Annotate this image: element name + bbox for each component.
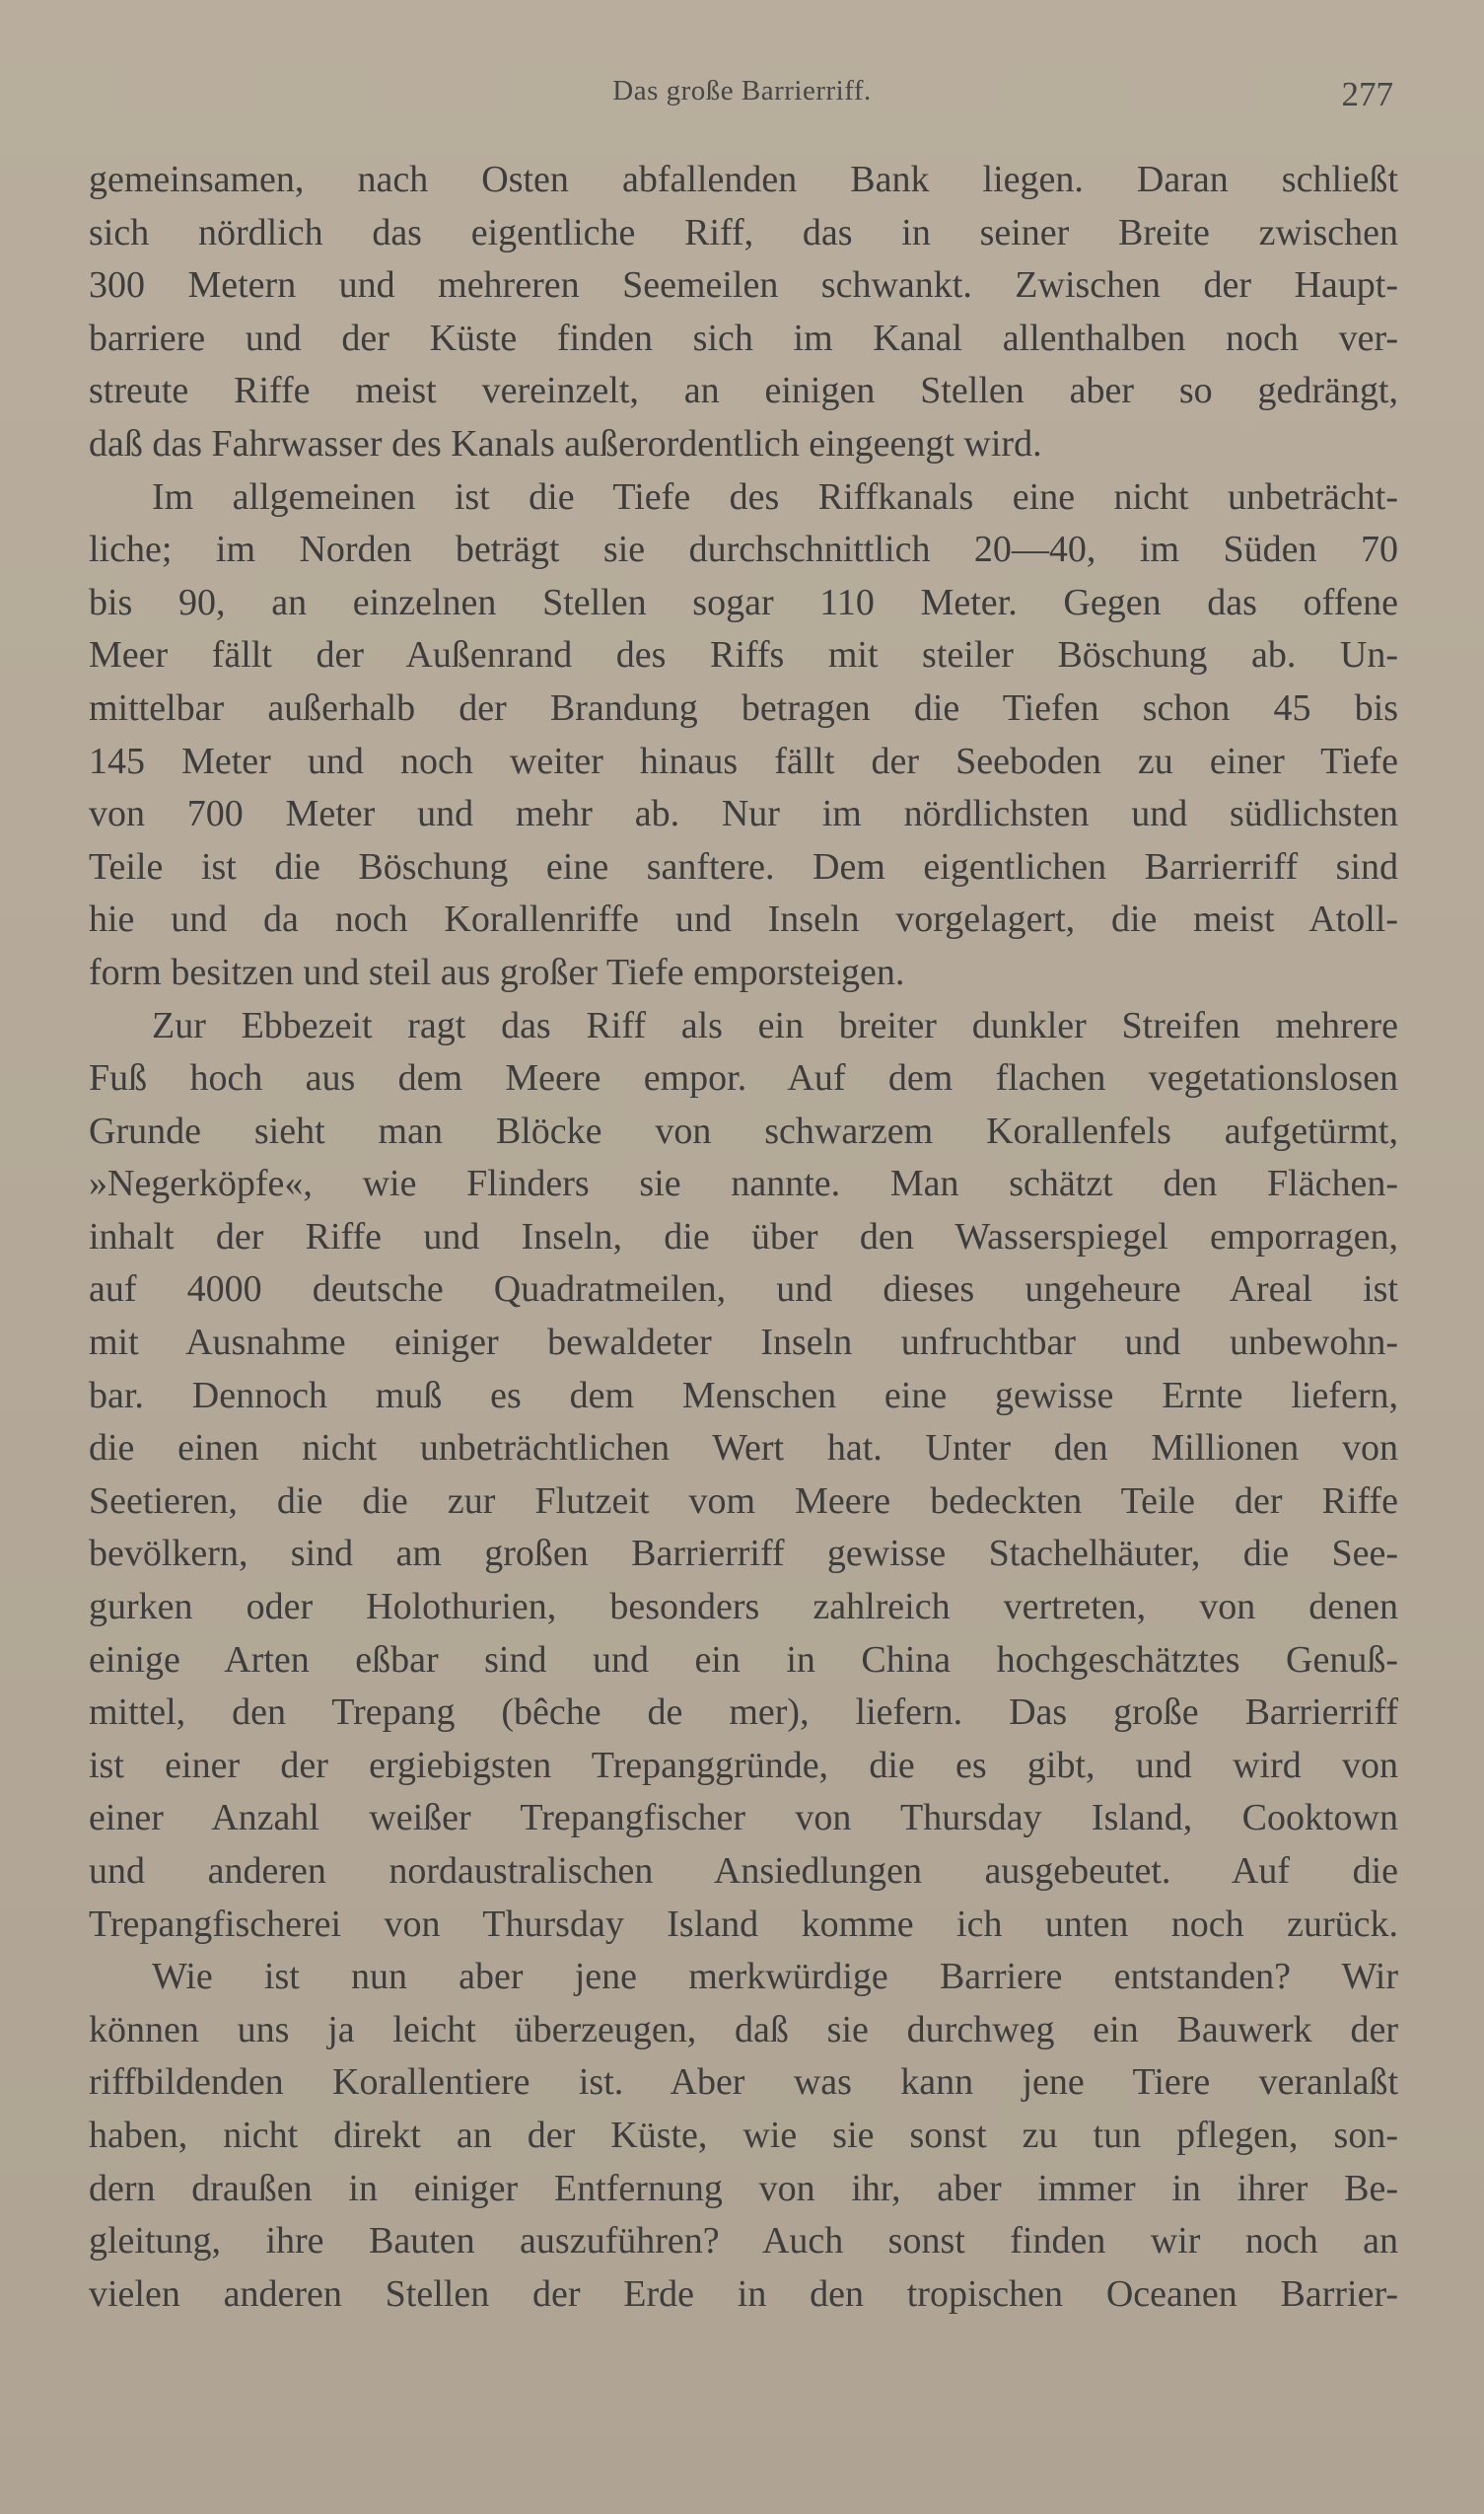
page-number: 277 [1341,75,1393,113]
text-line: vielen anderen Stellen der Erde in den tropischen Oceanen Barrier- [89,2272,1398,2315]
text-line: haben, nicht direkt an der Küste, wie sie sonst zu tun pflegen, son- [89,2114,1398,2156]
text-line: daß das Fahrwasser des Kanals außerordentlich eingeengt wird. [89,422,1042,465]
text-line: mit Ausnahme einiger bewaldeter Inseln unfruchtbar und unbewohn- [89,1322,1398,1364]
text-line: barriere und der Küste finden sich im Kanal allenthalben noch ver- [89,317,1398,359]
text-line: gemeinsamen, nach Osten abfallenden Bank liegen. Daran schließt [89,159,1398,200]
text-line: Seetieren, die die zur Flutzeit vom Meere bedeckten Teile der Riffe [89,1479,1398,1522]
paragraph-2 [89,471,1398,1000]
text-line: Trepangfischerei von Thursday Island komme ich unten noch zurück. [89,1903,1398,1945]
text-line: 300 Metern und mehreren Seemeilen schwankt. Zwischen der Haupt- [89,264,1398,307]
text-line: sich nördlich das eigentliche Riff, das in seiner Breite zwischen [89,211,1398,253]
text-line: dern draußen in einiger Entfernung von ihr, aber immer in ihrer Be- [89,2167,1398,2209]
text-line: von 700 Meter und mehr ab. Nur im nördlichsten und südlichsten [89,793,1398,835]
text-line: riffbildenden Korallentiere ist. Aber was kann jene Tiere veranlaßt [89,2061,1398,2104]
text-line: 145 Meter und noch weiter hinaus fällt der Seeboden zu einer Tiefe [89,740,1398,782]
text-line: hie und da noch Korallenriffe und Inseln vorgelagert, die meist Atoll- [89,898,1398,941]
text-line: form besitzen und steil aus großer Tiefe emporsteigen. [89,951,905,993]
text-line: Teile ist die Böschung eine sanftere. Dem eigentlichen Barrierriff sind [89,845,1398,888]
paragraph-1 [89,154,1398,471]
text-line: »Negerköpfe«, wie Flinders sie nannte. Man schätzt den Flächen- [89,1163,1398,1205]
text-line: mittelbar außerhalb der Brandung betragen die Tiefen schon 45 bis [89,686,1398,729]
running-title: Das große Barrierriff. [612,75,872,107]
text-line: einer Anzahl weißer Trepangfischer von Thursday Island, Cooktown [89,1797,1398,1839]
text-line: inhalt der Riffe und Inseln, die über den Wasserspiegel emporragen, [89,1215,1398,1257]
text-line: Fuß hoch aus dem Meere empor. Auf dem flachen vegetationslosen [89,1057,1398,1100]
text-line: Wie ist nun aber jene merkwürdige Barriere entstanden? Wir [152,1956,1398,1998]
text-line: können uns ja leicht überzeugen, daß sie durchweg ein Bauwerk der [89,2008,1398,2050]
text-line: gurken oder Holothurien, besonders zahlreich vertreten, von denen [89,1586,1398,1628]
text-line: Meer fällt der Außenrand des Riffs mit steiler Böschung ab. Un- [89,634,1398,677]
text-line: streute Riffe meist vereinzelt, an einigen Stellen aber so gedrängt, [89,370,1398,412]
text-line: bar. Dennoch muß es dem Menschen eine gewisse Ernte liefern, [89,1374,1398,1416]
text-line: bevölkern, sind am großen Barrierriff gewisse Stachelhäuter, die See- [89,1533,1398,1575]
text-line: Grunde sieht man Blöcke von schwarzem Korallenfels aufgetürmt, [89,1110,1398,1152]
paragraph-3 [89,1000,1398,1952]
text-line: gleitung, ihre Bauten auszuführen? Auch sonst finden wir noch an [89,2220,1398,2263]
text-line: ist einer der ergiebigsten Trepanggründe, die es gibt, und wird von [89,1744,1398,1786]
text-line: Im allgemeinen ist die Tiefe des Riffkanals eine nicht unbeträcht- [152,475,1398,518]
running-head [0,75,1484,124]
body-text [89,154,1398,2321]
text-line: auf 4000 deutsche Quadratmeilen, und dieses ungeheure Areal ist [89,1268,1398,1311]
text-line: liche; im Norden beträgt sie durchschnittlich 20—40, im Süden 70 [89,529,1398,571]
text-line: mittel, den Trepang (bêche de mer), liefern. Das große Barrierriff [89,1691,1398,1734]
text-line: und anderen nordaustralischen Ansiedlungen ausgebeutet. Auf die [89,1850,1398,1892]
text-line: bis 90, an einzelnen Stellen sogar 110 Meter. Gegen das offene [89,581,1398,623]
text-line: die einen nicht unbeträchtlichen Wert hat. Unter den Millionen von [89,1427,1398,1470]
text-line: einige Arten eßbar sind und ein in China hochgeschätztes Genuß- [89,1638,1398,1681]
text-line: Zur Ebbezeit ragt das Riff als ein breiter dunkler Streifen mehrere [152,1004,1398,1046]
paragraph-4 [89,1951,1398,2321]
